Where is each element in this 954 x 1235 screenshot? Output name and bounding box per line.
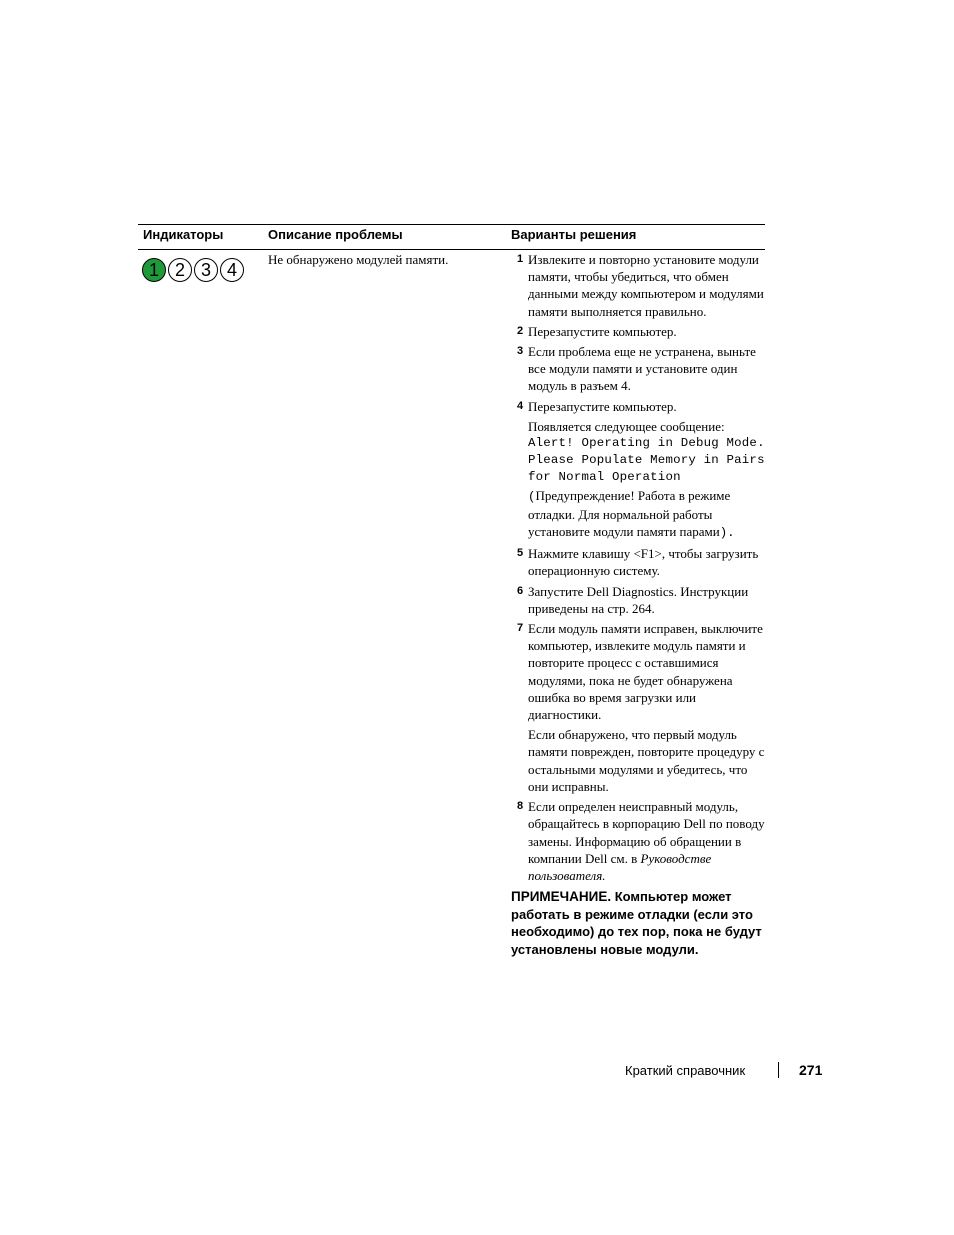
column-header-indicators: Индикаторы: [143, 227, 224, 242]
step-7-extra: Если обнаружено, что первый модуль памяти поврежден, повторите процедуру с остальными модулями и убедитесь, что они исправны.: [528, 727, 765, 794]
step-text: Запустите Dell Diagnostics. Инструкции приведены на стр. 264.: [528, 583, 749, 616]
step-number: 2: [517, 324, 524, 337]
message-intro: Появляется следующее сообщение:: [528, 418, 725, 434]
page-number: 271: [799, 1062, 823, 1078]
step-8: [511, 798, 766, 884]
table-top-rule: [138, 224, 765, 225]
note-block: [511, 888, 766, 958]
column-header-problem: Описание проблемы: [268, 227, 403, 242]
step-3: [511, 343, 766, 395]
step-text: Перезапустите компьютер.: [528, 323, 677, 339]
step-text: [528, 798, 766, 884]
step-number: 7: [517, 622, 524, 635]
column-header-solutions: Варианты решения: [511, 227, 637, 242]
step-number: 1: [517, 253, 524, 265]
debug-alert-message: Alert! Operating in Debug Mode. Please Populate Memory in Pairs for Normal Operation: [528, 436, 765, 485]
solution-steps: [511, 251, 766, 958]
step-2: [511, 323, 766, 340]
note-text: Компьютер может работать в режиме отладки (если это необходимо) до тех пор, пока не будут установлены новые модули.: [511, 889, 762, 957]
message-translation: Предупреждение! Работа в режиме отладки. Для нормальной работы установите модули памяти парами: [528, 487, 731, 540]
step-7: [511, 620, 766, 723]
note-label: ПРИМЕЧАНИЕ.: [511, 889, 612, 905]
led-1-on-icon: 1: [142, 258, 166, 282]
footer-section-title: Краткий справочник: [625, 1063, 746, 1078]
step-number: 8: [517, 800, 524, 813]
paren-close: ).: [719, 526, 735, 541]
step-4: [511, 398, 766, 415]
step-number: 4: [517, 399, 524, 412]
step-text: Нажмите клавишу <F1>, чтобы загрузить операционную систему.: [528, 546, 759, 579]
step-text: Перезапустите компьютер.: [528, 398, 677, 414]
step-number: 6: [517, 584, 524, 597]
debug-message-block: [511, 418, 766, 542]
led-3-off-icon: 3: [194, 258, 218, 282]
user-guide-reference: Руководстве пользователя.: [528, 850, 712, 883]
step-5: [511, 545, 766, 579]
step-text: Извлеките и повторно установите модули памяти, чтобы убедиться, что обмен данными между компьютером и модулями памяти выполняется правильно.: [528, 252, 764, 319]
step-8-text: Если определен неисправный модуль, обращайтесь в корпорацию Dell по поводу замены. Информацию об обращении в компании Dell см. в: [528, 799, 765, 866]
diagnostic-leds: [142, 258, 244, 282]
step-text: Если модуль памяти исправен, выключите компьютер, извлеките модуль памяти и повторите процесс с оставшимися модулями, пока не будет обнаружена ошибка во время загрузки или диагностики.: [528, 621, 763, 723]
problem-description: Не обнаружено модулей памяти.: [268, 252, 449, 267]
step-number: 5: [517, 547, 524, 560]
step-1: [511, 251, 766, 320]
step-text: Если проблема еще не устранена, выньте все модули памяти и установите один модуль в разъем 4.: [528, 344, 756, 394]
table-header-rule: [138, 249, 765, 250]
led-2-off-icon: 2: [168, 258, 192, 282]
step-number: 3: [517, 345, 524, 358]
led-4-off-icon: 4: [220, 258, 244, 282]
paren-open: (: [528, 489, 536, 504]
step-6: [511, 583, 766, 617]
footer-separator: [778, 1062, 779, 1078]
